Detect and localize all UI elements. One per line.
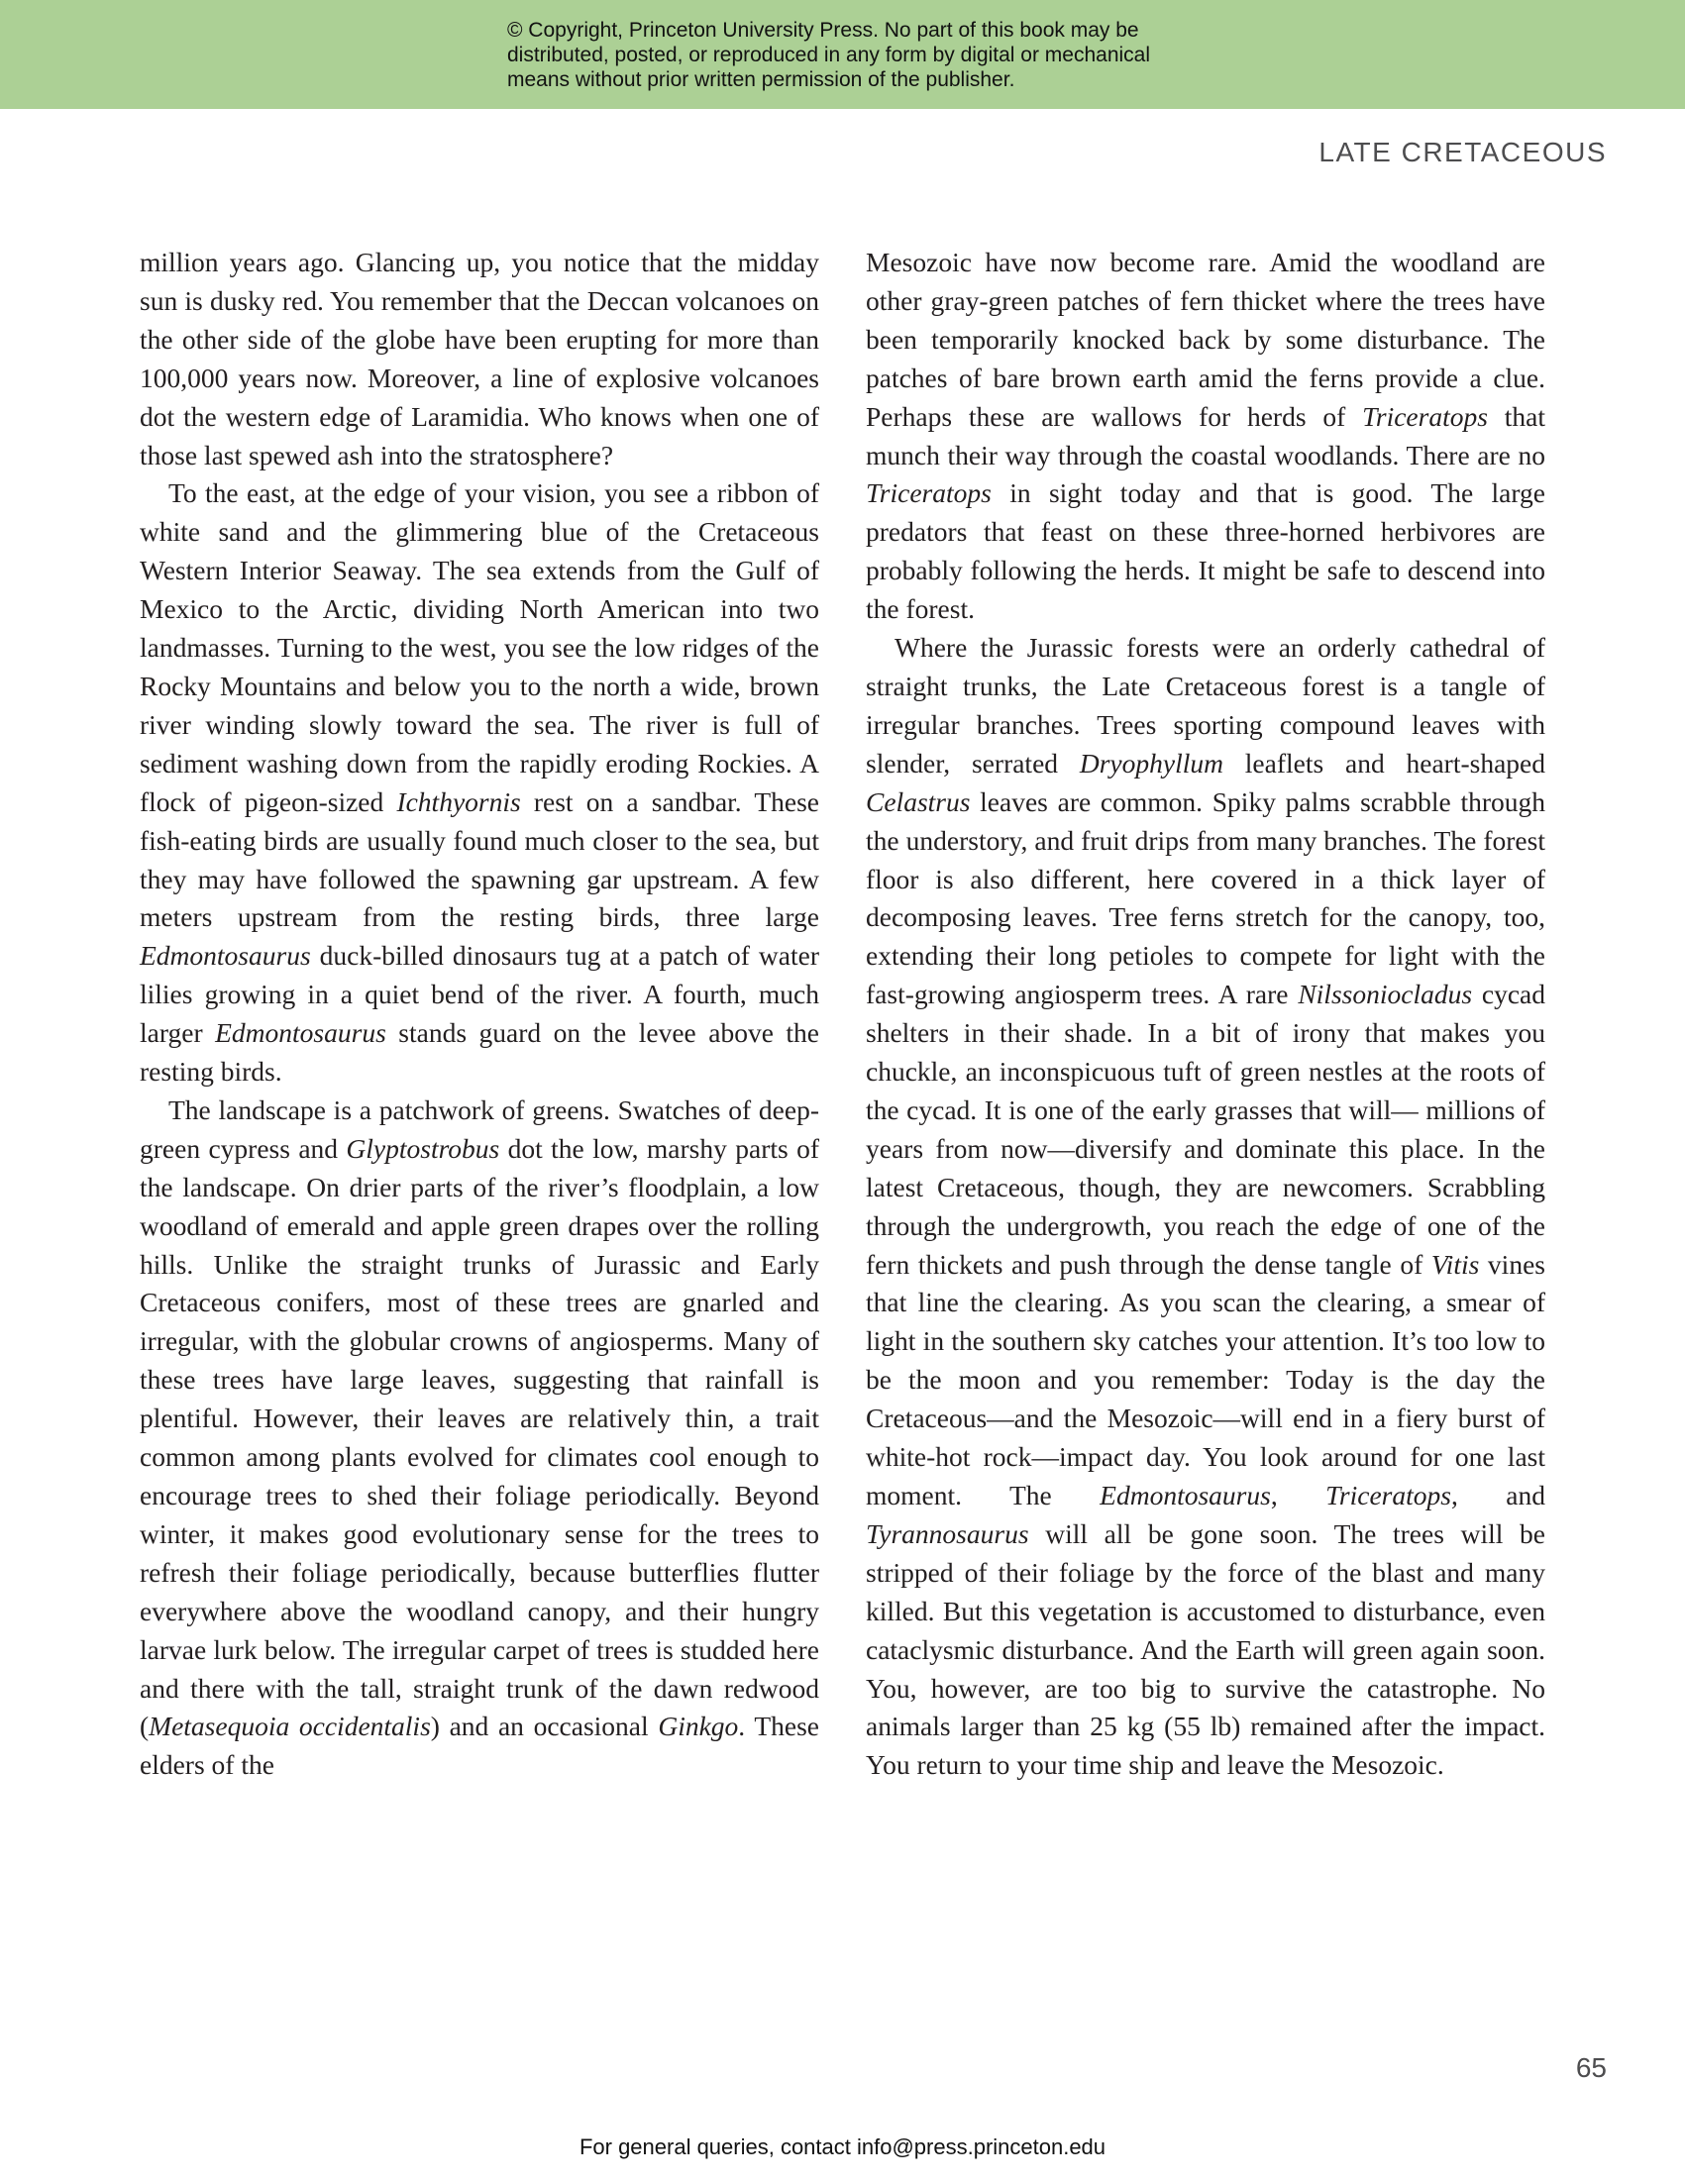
- taxon-name: Glyptostrobus: [346, 1132, 500, 1164]
- taxon-name: Tyrannosaurus: [866, 1517, 1029, 1549]
- contact-footer: For general queries, contact info@press.princeton.edu: [579, 2134, 1106, 2159]
- taxon-name: Triceratops: [1325, 1480, 1451, 1510]
- taxon-name: Metasequoia occidentalis: [149, 1711, 431, 1742]
- taxon-name: Celastrus: [866, 785, 971, 817]
- running-head: LATE CRETACEOUS: [1318, 137, 1607, 167]
- copyright-notice: [507, 18, 1220, 92]
- copyright-line: means without prior written permission of the publisher.: [507, 68, 1015, 91]
- paragraph: To the east, at the edge of your vision, you see a ribbon of white sand and the glimmering blue of the Cretaceous Western Interior Seaway. The sea extends from the Gulf of Mexico to the Arctic, dividing North American into two landmasses. Turning to the west, you see the low ridges of the Rocky Mountains and below you to the north a wide, brown river winding slowly toward the sea. The river is full of sediment washing down from the rapidly eroding Rockies. A flock of pigeon-sized Ichthyornis rest on a sandbar. These fish-eating birds are usually found much closer to the sea, but they may have followed the spawning gar upstream. A few meters upstream from the resting birds, three large Edmontosaurus duck-billed dinosaurs tug at a patch of water lilies growing in a quiet bend of the river. A fourth, much larger Edmontosaurus stands guard on the levee above the resting birds.: [140, 477, 819, 1088]
- taxon-name: Ginkgo: [658, 1711, 739, 1742]
- taxon-name: Triceratops: [866, 477, 992, 509]
- copyright-banner: [0, 0, 1685, 109]
- taxon-name: Dryophyllum: [1079, 747, 1223, 779]
- paragraph: The landscape is a patchwork of greens. Swatches of deep-green cypress and Glyptostrobus dot the low, marshy parts of the landscape. On drier parts of the river’s floodplain, a low woodland of emerald and apple green drapes over the rolling hills. Unlike the straight trunks of Jurassic and Early Cretaceous conifers, most of these trees are gnarled and irregular, with the globular crowns of angiosperms. Many of these trees have large leaves, suggesting that rainfall is plentiful. However, their leaves are relatively thin, a trait common among plants evolved for climates cool enough to encourage trees to shed their foliage periodically. Beyond winter, it makes good evolutionary sense for the trees to refresh their foliage periodically, because butterflies flutter everywhere above the woodland canopy, and their hungry larvae lurk below. The irregular carpet of trees is studded here and there with the tall, straight trunk of the dawn redwood (Metasequoia occidentalis) and an occasional Ginkgo. These elders of the: [140, 1093, 820, 1781]
- taxon-name: Nilssoniocladus: [1298, 979, 1473, 1010]
- paragraph: Mesozoic have now become rare. Amid the woodland are other gray-green patches of fern thicket where the trees have been temporarily knocked back by some disturbance. The patches of bare brown earth amid the ferns provide a clue. Perhaps these are wallows for herds of Triceratops that munch their way through the coastal woodlands. There are no Triceratops in sight today and that is good. The large predators that feast on these three-horned herbivores are probably following the herds. It might be safe to descend into the forest.: [866, 247, 1545, 625]
- paragraph: million years ago. Glancing up, you notice that the midday sun is dusky red. You remember that the Deccan volcanoes on the other side of the globe have been erupting for more than 100,000 years now. Moreover, a line of explosive volcanoes dot the western edge of Laramidia. Who knows when one of those last spewed ash into the stratosphere?: [140, 247, 819, 470]
- taxon-name: Ichthyornis: [396, 785, 521, 817]
- paragraph: Where the Jurassic forests were an orderly cathedral of straight trunks, the Late Cretaceous forest is a tangle of irregular branches. Trees sporting compound leaves with slender, serrated Dryophyllum leaflets and heart-shaped Celastrus leaves are common. Spiky palms scrabble through the understory, and fruit drips from many branches. The forest floor is also different, here covered in a thick layer of decomposing leaves. Tree ferns stretch for the canopy, too, extending their long petioles to compete for light with the fast-growing angiosperm trees. A rare Nilssoniocladus cycad shelters in their shade. In a bit of irony that makes you chuckle, an inconspicuous tuft of green nestles at the roots of the cycad. It is one of the early grasses that will— millions of years from now—diversify and dominate this place. In the latest Cretaceous, though, they are newcomers. Scrabbling through the undergrowth, you reach the edge of one of the fern thickets and push through the dense tangle of Vitis vines that line the clearing. As you scan the clearing, a smear of light in the southern sky catches your attention. It’s too low to be the moon and you remember: Today is the day the Cretaceous—and the Mesozoic—will end in a fiery burst of white-hot rock—impact day. You look around for one last moment. The Edmontosaurus, Triceratops, and Tyrannosaurus will all be gone soon. The trees will be stripped of their foliage by the force of the blast and many killed. But this vegetation is accustomed to disturbance, even cataclysmic disturbance. And the Earth will green again soon. You, however, are too big to survive the catastrophe. No animals larger than 25 kg (55 lb) remained after the impact. You return to your time ship and leave the Mesozoic.: [866, 632, 1545, 1781]
- copyright-line: distributed, posted, or reproduced in any form by digital or mechanical: [507, 44, 1151, 66]
- taxon-name: Edmontosaurus: [215, 1017, 386, 1049]
- taxon-name: Vitis: [1430, 1248, 1480, 1280]
- page-number: 65: [1575, 2052, 1607, 2083]
- right-column: [866, 244, 1545, 1785]
- taxon-name: Edmontosaurus: [140, 940, 311, 972]
- copyright-line: © Copyright, Princeton University Press. No part of this book may be: [507, 19, 1139, 42]
- taxon-name: Edmontosaurus: [1100, 1480, 1271, 1510]
- left-column: [140, 244, 819, 1785]
- taxon-name: Triceratops: [1362, 400, 1488, 432]
